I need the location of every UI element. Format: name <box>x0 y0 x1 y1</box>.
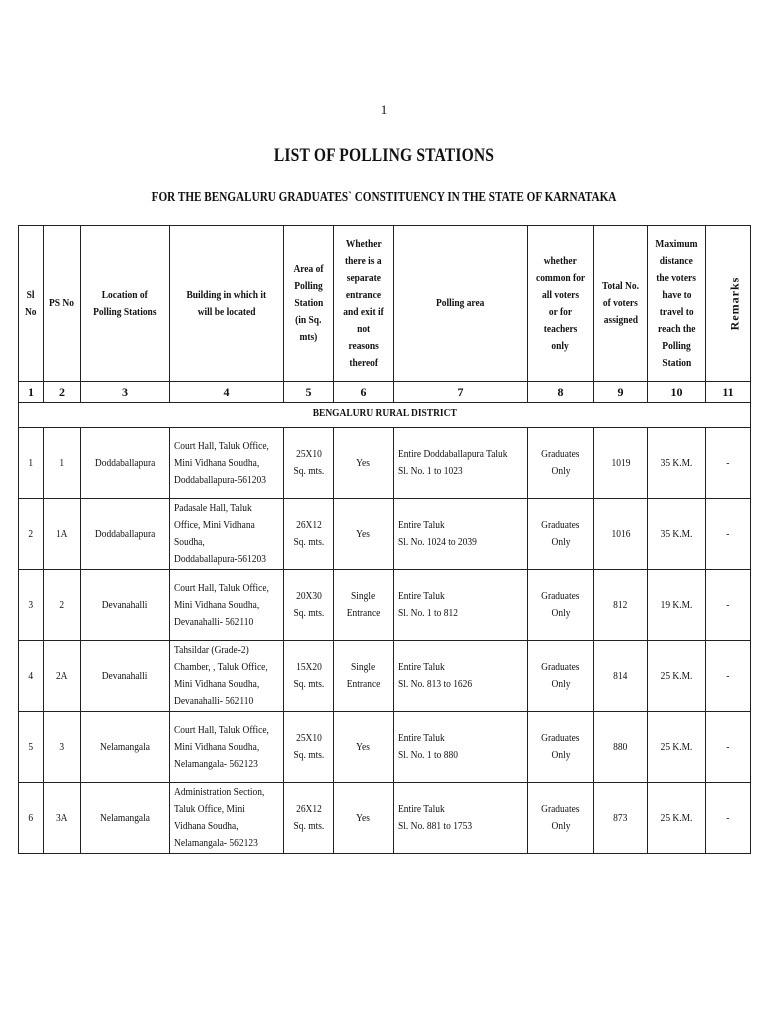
cell-text: Nelamangala <box>100 811 150 824</box>
header-sl-no <box>19 226 44 382</box>
cell-line: Sl. No. 1 to 1023 <box>398 465 463 477</box>
cell-line: Mini Vidhana Soudha, <box>174 456 260 469</box>
column-number: 8 <box>528 382 594 403</box>
cell-line: Mini Vidhana Soudha, <box>174 740 260 753</box>
cell-text: 4 <box>28 669 34 682</box>
total-voters-cell <box>594 712 648 783</box>
cell-text: 3 <box>28 598 34 611</box>
location-cell <box>81 641 170 712</box>
building-cell <box>170 570 284 641</box>
ps-no-cell <box>44 499 81 570</box>
location-cell <box>81 428 170 499</box>
cell-line: Entrance <box>346 607 381 619</box>
remarks-cell <box>706 570 751 641</box>
cell-text: - <box>726 669 730 682</box>
cell-line: 25X10 <box>295 448 322 460</box>
building-cell <box>170 499 284 570</box>
cell-line: Vidhana Soudha, <box>174 820 239 832</box>
cell-line: Graduates <box>541 661 580 673</box>
cell-line: Yes <box>356 456 371 469</box>
distance-cell <box>648 641 706 712</box>
header-max-distance <box>648 226 706 382</box>
column-number: 11 <box>706 382 751 403</box>
header-line: distance <box>659 254 694 267</box>
cell-line: Entire Taluk <box>398 519 445 531</box>
cell-text: Nelamangala <box>100 740 150 753</box>
cell-text: - <box>726 456 730 469</box>
area-cell <box>284 428 334 499</box>
sl-no-cell <box>19 712 44 783</box>
page-number: 1 <box>380 102 388 117</box>
total-voters-cell <box>594 428 648 499</box>
polling-stations-table <box>18 225 751 854</box>
cell-line: Entire Taluk <box>398 590 445 602</box>
header-line: all voters <box>541 288 580 301</box>
cell-line: Entire Taluk <box>398 803 445 815</box>
ps-no-cell <box>44 783 81 854</box>
remarks-cell <box>706 712 751 783</box>
cell-line: 15X20 <box>295 661 322 673</box>
cell-text: 35 K.M. <box>660 456 693 469</box>
cell-text: - <box>726 740 730 753</box>
cell-line: 20X30 <box>295 590 322 602</box>
distance-cell <box>648 712 706 783</box>
cell-text: - <box>726 598 730 611</box>
cell-text: 5 <box>28 740 34 753</box>
cell-line: Graduates <box>541 448 580 460</box>
building-cell <box>170 428 284 499</box>
cell-line: Court Hall, Taluk Office, <box>174 439 269 452</box>
cell-text: 1 <box>28 456 34 469</box>
distance-cell <box>648 499 706 570</box>
cell-text: 880 <box>613 740 628 753</box>
cell-text: 1 <box>59 456 65 469</box>
cell-text: 25 K.M. <box>660 811 693 824</box>
cell-line: Graduates <box>541 732 580 744</box>
header-line: Building in which it <box>186 288 267 301</box>
cell-text: 873 <box>613 811 628 824</box>
polling-area-cell <box>394 499 528 570</box>
header-line: whether <box>543 254 578 267</box>
district-label: BENGALURU RURAL DISTRICT <box>312 406 457 419</box>
building-cell <box>170 641 284 712</box>
sl-no-cell <box>19 428 44 499</box>
header-line: of voters <box>603 297 638 309</box>
table-row <box>19 570 751 641</box>
district-row <box>19 403 751 424</box>
cell-line: Sl. No. 1 to 812 <box>398 607 458 619</box>
location-cell <box>81 570 170 641</box>
cell-text: 25 K.M. <box>660 669 693 682</box>
common-for-cell <box>528 783 594 854</box>
column-number: 10 <box>648 382 706 403</box>
cell-line: Court Hall, Taluk Office, <box>174 581 269 594</box>
column-number-row <box>19 382 751 403</box>
cell-text: Doddaballapura <box>94 456 156 469</box>
table-row <box>19 499 751 570</box>
column-number: 4 <box>170 382 284 403</box>
cell-text: 3 <box>59 740 65 753</box>
remarks-cell <box>706 499 751 570</box>
cell-line: Doddaballapura-561203 <box>174 473 266 486</box>
distance-cell <box>648 783 706 854</box>
total-voters-cell <box>594 570 648 641</box>
header-line: only <box>551 339 570 352</box>
header-polling-area <box>394 226 528 382</box>
cell-text: 1A <box>56 527 68 540</box>
cell-line: Yes <box>356 811 371 824</box>
cell-line: Padasale Hall, Taluk <box>174 502 252 514</box>
cell-line: Sq. mts. <box>293 678 324 690</box>
cell-line: Court Hall, Taluk Office, <box>174 723 269 736</box>
total-voters-cell <box>594 499 648 570</box>
cell-line: Graduates <box>541 519 580 531</box>
sl-no-cell <box>19 570 44 641</box>
header-line: or for <box>548 305 573 318</box>
header-line: Polling area <box>436 297 485 309</box>
distance-cell <box>648 570 706 641</box>
cell-line: Nelamangala- 562123 <box>174 837 258 849</box>
polling-area-cell <box>394 570 528 641</box>
entrance-cell <box>334 712 394 783</box>
header-line: (in Sq. <box>295 314 322 326</box>
entrance-cell <box>334 641 394 712</box>
cell-line: Yes <box>356 740 371 753</box>
building-cell <box>170 712 284 783</box>
header-line: Polling Stations <box>93 305 157 318</box>
entrance-cell <box>334 499 394 570</box>
header-line: teachers <box>543 322 578 335</box>
remarks-cell <box>706 641 751 712</box>
header-line: have to <box>661 288 692 301</box>
common-for-cell <box>528 428 594 499</box>
header-remarks <box>706 226 751 382</box>
cell-line: Tahsildar (Grade-2) <box>174 644 249 656</box>
polling-area-cell <box>394 428 528 499</box>
entrance-cell <box>334 428 394 499</box>
table-row <box>19 783 751 854</box>
header-line: reasons <box>348 339 379 352</box>
header-line: Whether <box>345 237 382 250</box>
header-line: PS No <box>49 297 75 309</box>
distance-cell <box>648 428 706 499</box>
location-cell <box>81 783 170 854</box>
area-cell <box>284 499 334 570</box>
common-for-cell <box>528 499 594 570</box>
header-line: not <box>356 322 371 335</box>
header-line: assigned <box>603 314 638 326</box>
header-total-voters <box>594 226 648 382</box>
cell-text: Devanahalli <box>102 669 148 682</box>
cell-text: 812 <box>613 598 628 611</box>
cell-line: Sq. mts. <box>293 536 324 548</box>
header-building <box>170 226 284 382</box>
header-line: Sl <box>27 288 35 301</box>
header-line: travel to <box>659 305 694 318</box>
entrance-cell <box>334 570 394 641</box>
cell-line: Office, Mini Vidhana <box>174 519 255 531</box>
cell-line: Single <box>351 590 376 602</box>
cell-line: Yes <box>356 527 371 540</box>
cell-line: Sl. No. 813 to 1626 <box>398 678 473 690</box>
total-voters-cell <box>594 783 648 854</box>
cell-line: Graduates <box>541 590 580 602</box>
location-cell <box>81 712 170 783</box>
header-entrance <box>334 226 394 382</box>
cell-text: 2 <box>59 598 65 611</box>
cell-line: Soudha, <box>174 536 205 548</box>
table-row <box>19 641 751 712</box>
column-number: 6 <box>334 382 394 403</box>
cell-text: - <box>726 811 730 824</box>
header-line: reach the <box>657 322 696 335</box>
cell-line: Entire Doddaballapura Taluk <box>398 448 508 460</box>
cell-line: 26X12 <box>295 803 322 815</box>
cell-text: 35 K.M. <box>660 527 693 540</box>
column-number: 2 <box>44 382 81 403</box>
header-line: separate <box>346 271 381 284</box>
header-line: Total No. <box>602 280 639 292</box>
cell-text: 814 <box>613 669 628 682</box>
cell-line: Sq. mts. <box>293 749 324 761</box>
district-heading <box>19 403 751 424</box>
header-line: Polling <box>294 280 323 292</box>
header-ps-no <box>44 226 81 382</box>
area-cell <box>284 712 334 783</box>
header-line: Maximum <box>655 237 698 250</box>
table-row <box>19 428 751 499</box>
cell-text: 25 K.M. <box>660 740 693 753</box>
cell-line: Sl. No. 1 to 880 <box>398 749 458 761</box>
area-cell <box>284 570 334 641</box>
table-header-row <box>19 226 751 382</box>
cell-line: 25X10 <box>295 732 322 744</box>
column-number: 9 <box>594 382 648 403</box>
cell-line: 26X12 <box>295 519 322 531</box>
header-line: Station <box>294 297 323 309</box>
document-subtitle: FOR THE BENGALURU GRADUATES` CONSTITUENCY IN THE STATE OF KARNATAKA <box>151 190 617 205</box>
cell-text: Devanahalli <box>102 598 148 611</box>
cell-text: 1016 <box>611 527 630 540</box>
sl-no-cell <box>19 641 44 712</box>
header-line: there is a <box>345 254 382 267</box>
header-line: Station <box>662 356 691 369</box>
ps-no-cell <box>44 641 81 712</box>
header-line: Polling <box>662 339 691 352</box>
column-number: 5 <box>284 382 334 403</box>
cell-text: 19 K.M. <box>660 598 693 611</box>
cell-text: Doddaballapura <box>94 527 156 540</box>
cell-line: Sq. mts. <box>293 607 324 619</box>
header-area <box>284 226 334 382</box>
cell-line: Sq. mts. <box>293 465 324 477</box>
cell-line: Mini Vidhana Soudha, <box>174 678 260 690</box>
cell-line: Only <box>551 536 570 548</box>
table-row <box>19 712 751 783</box>
cell-text: 6 <box>28 811 34 824</box>
cell-line: Sl. No. 1024 to 2039 <box>398 536 477 548</box>
polling-area-cell <box>394 641 528 712</box>
cell-text: 1019 <box>611 456 630 469</box>
cell-text: 2 <box>28 527 34 540</box>
cell-line: Devanahalli- 562110 <box>174 695 254 707</box>
column-number: 1 <box>19 382 44 403</box>
header-line: Location of <box>101 288 148 301</box>
common-for-cell <box>528 570 594 641</box>
ps-no-cell <box>44 570 81 641</box>
cell-line: Chamber, , Taluk Office, <box>174 661 268 673</box>
cell-line: Only <box>551 465 570 477</box>
header-line: Area of <box>293 263 324 275</box>
column-number: 3 <box>81 382 170 403</box>
area-cell <box>284 641 334 712</box>
cell-line: Nelamangala- 562123 <box>174 757 258 770</box>
ps-no-cell <box>44 712 81 783</box>
header-remarks-label: Remarks <box>727 276 742 330</box>
header-line: and exit if <box>343 305 384 318</box>
cell-line: Administration Section, <box>174 786 265 798</box>
cell-text: 2A <box>56 669 68 682</box>
building-cell <box>170 783 284 854</box>
cell-text: - <box>726 527 730 540</box>
cell-text: 3A <box>56 811 68 824</box>
common-for-cell <box>528 712 594 783</box>
total-voters-cell <box>594 641 648 712</box>
common-for-cell <box>528 641 594 712</box>
header-line: common for <box>535 271 586 284</box>
header-common-for <box>528 226 594 382</box>
entrance-cell <box>334 783 394 854</box>
cell-line: Only <box>551 820 570 832</box>
cell-line: Only <box>551 607 570 619</box>
header-location <box>81 226 170 382</box>
location-cell <box>81 499 170 570</box>
cell-line: Taluk Office, Mini <box>174 803 245 815</box>
column-number: 7 <box>394 382 528 403</box>
sl-no-cell <box>19 783 44 854</box>
header-line: No <box>25 305 37 318</box>
cell-line: Mini Vidhana Soudha, <box>174 598 260 611</box>
cell-line: Sq. mts. <box>293 820 324 832</box>
header-line: thereof <box>349 356 378 369</box>
ps-no-cell <box>44 428 81 499</box>
cell-line: Devanahalli- 562110 <box>174 615 254 628</box>
cell-line: Single <box>351 661 376 673</box>
cell-line: Doddaballapura-561203 <box>174 553 266 565</box>
header-line: entrance <box>345 288 382 301</box>
cell-line: Entire Taluk <box>398 732 445 744</box>
cell-line: Only <box>551 749 570 761</box>
sl-no-cell <box>19 499 44 570</box>
header-line: the voters <box>656 271 697 284</box>
cell-line: Entire Taluk <box>398 661 445 673</box>
document-title: LIST OF POLLING STATIONS <box>273 145 495 166</box>
polling-area-cell <box>394 783 528 854</box>
remarks-cell <box>706 428 751 499</box>
remarks-cell <box>706 783 751 854</box>
area-cell <box>284 783 334 854</box>
header-line: will be located <box>197 305 256 318</box>
cell-line: Entrance <box>346 678 381 690</box>
cell-line: Sl. No. 881 to 1753 <box>398 820 473 832</box>
cell-line: Only <box>551 678 570 690</box>
cell-line: Graduates <box>541 803 580 815</box>
header-line: mts) <box>299 331 318 343</box>
polling-area-cell <box>394 712 528 783</box>
